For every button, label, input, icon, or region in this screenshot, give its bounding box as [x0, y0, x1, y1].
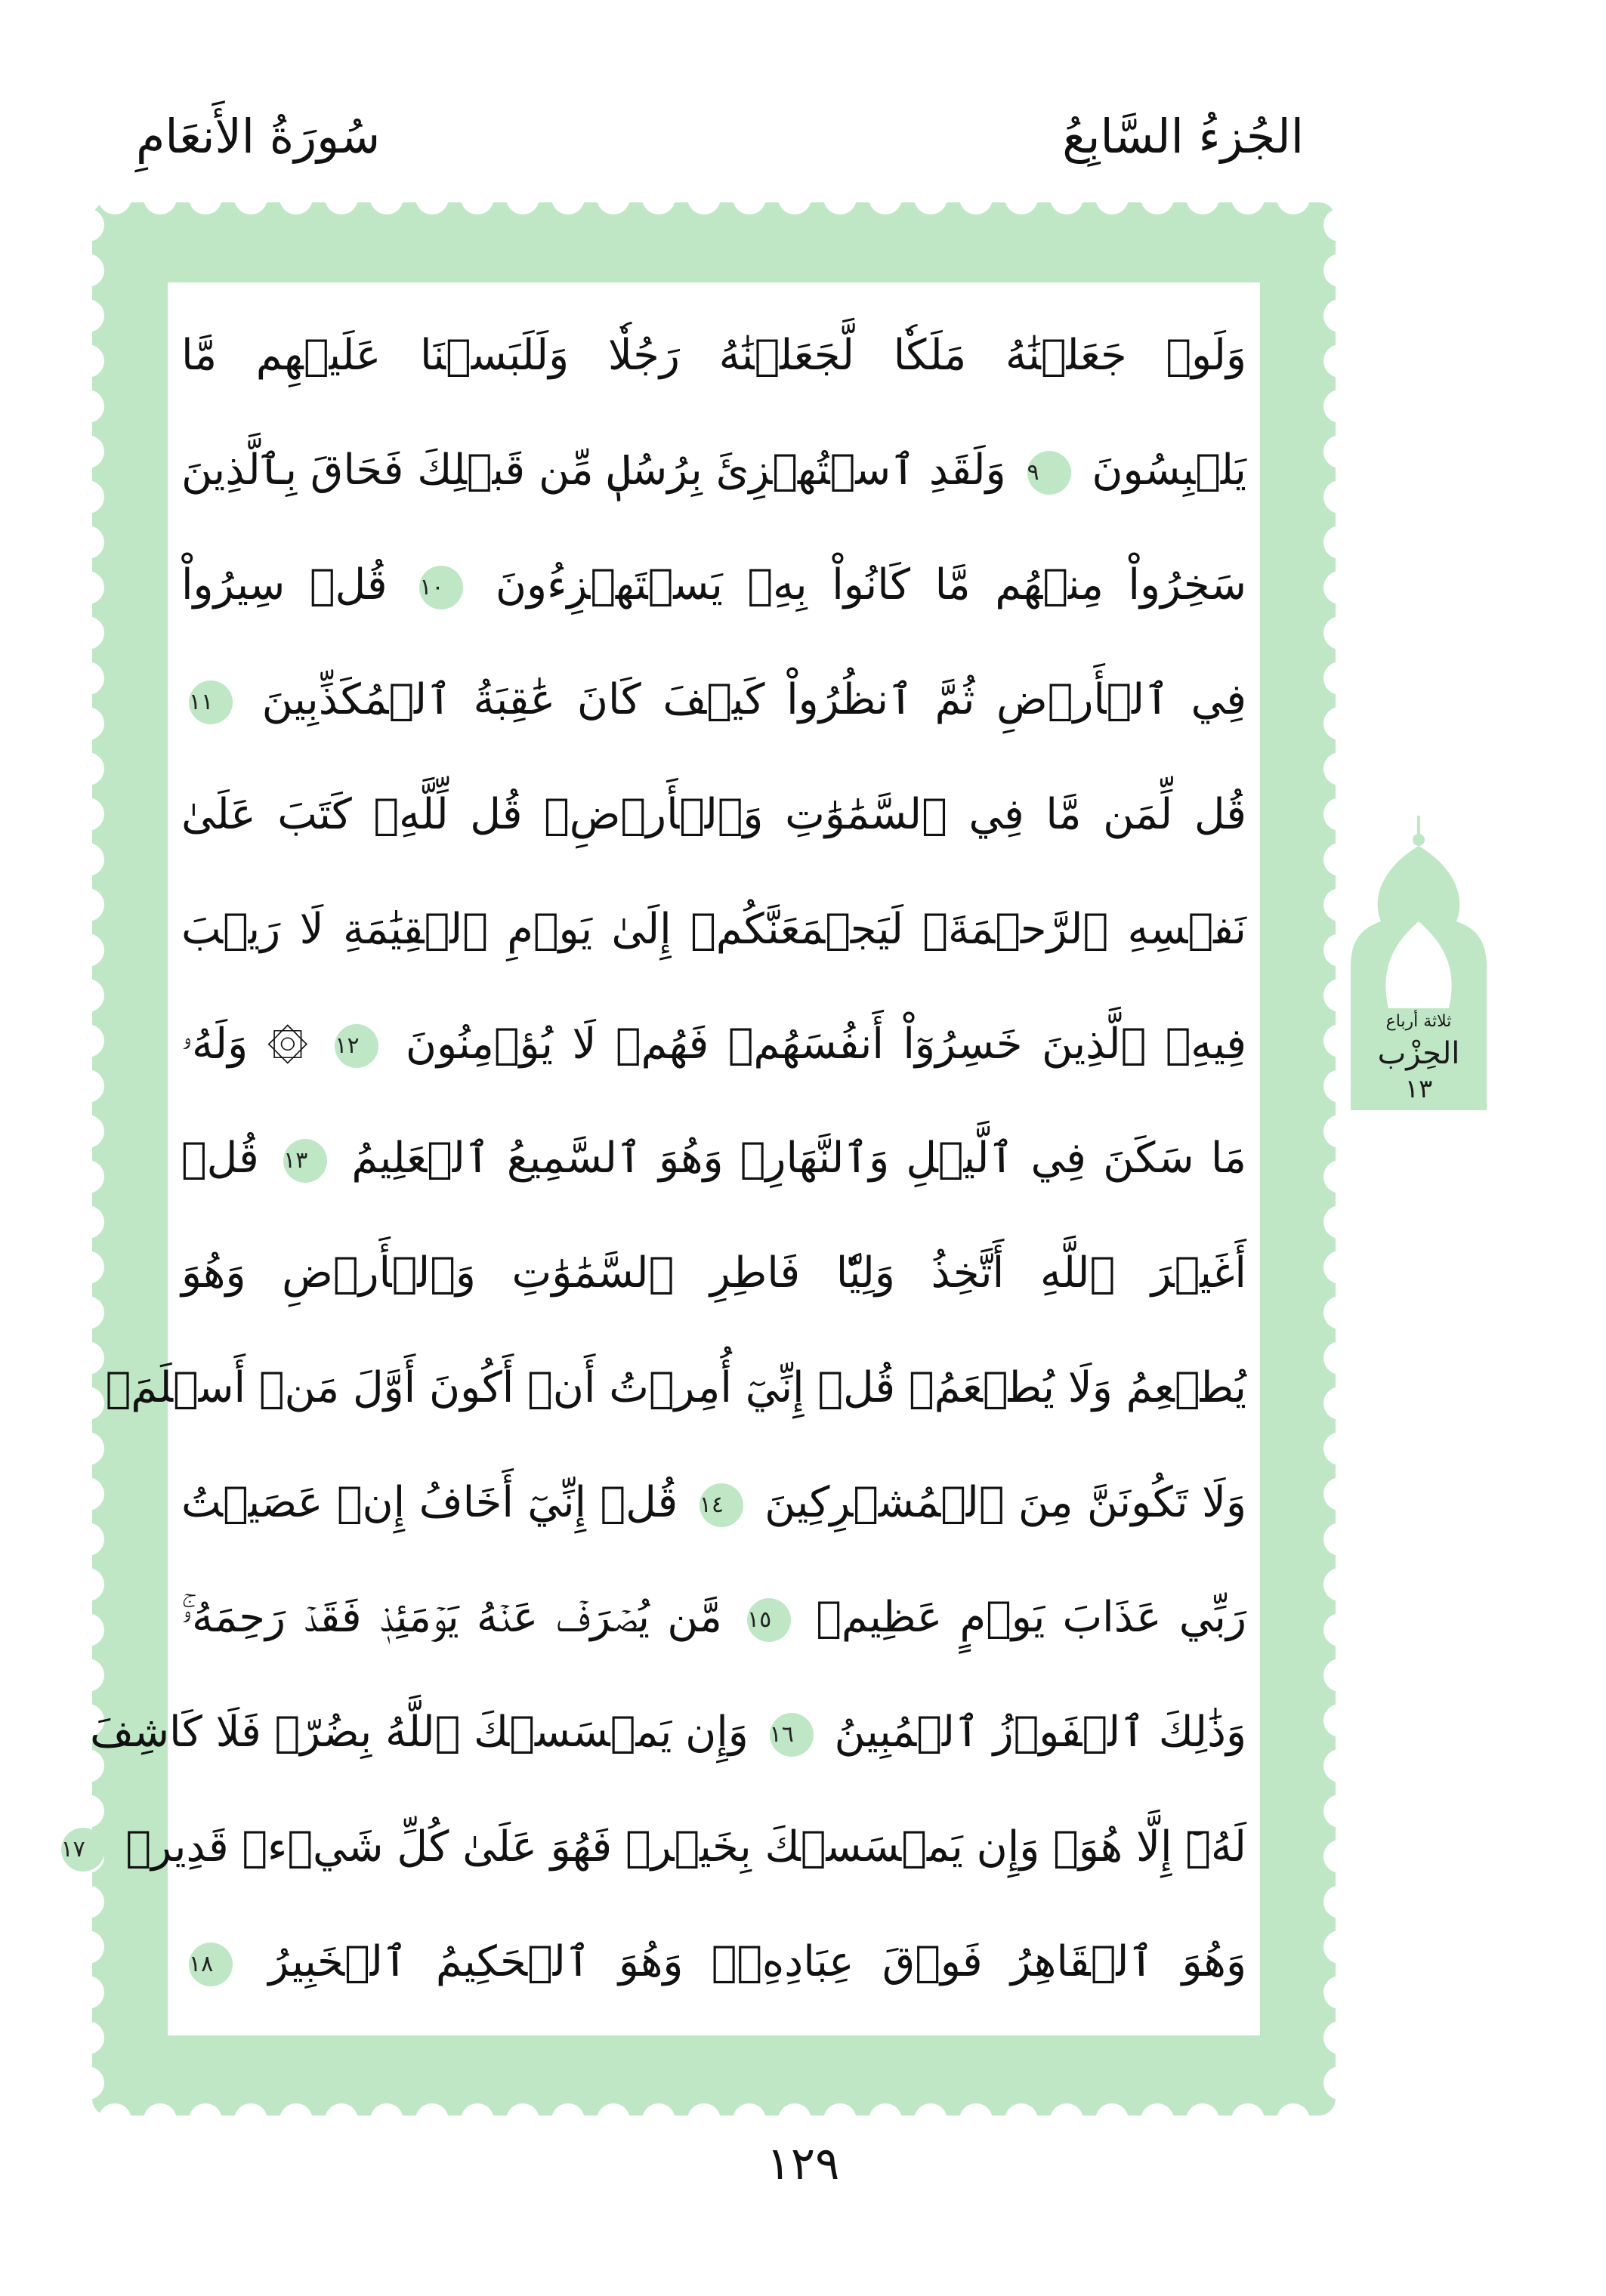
scallop: [71, 344, 104, 378]
scallop: [1050, 181, 1083, 214]
scallop: [506, 2103, 539, 2137]
scallop: [189, 2103, 222, 2137]
verse-text: وَلَوۡ جَعَلۡنَٰهُ مَلَكٗا لَّجَعَلۡنَٰهُ رَجُلٗا وَلَلَبَسۡنَا عَلَيۡهِم مَّا: [181, 331, 1246, 380]
verse-line: [181, 1229, 1246, 1318]
verse-text: وَإِن يَمۡسَسۡكَ ٱللَّهُ بِضُرّٖ فَلَا كَاشِفَ: [90, 1708, 749, 1757]
scallop: [71, 1568, 104, 1601]
scallop: [1277, 181, 1310, 214]
scallop: [71, 208, 104, 242]
scallop: [1231, 2103, 1265, 2137]
hizb-fraction: ثلاثة أرباع: [1385, 1012, 1452, 1031]
scallop: [71, 1024, 104, 1057]
verse-text: نَفۡسِهِ ٱلرَّحۡمَةَۚ لَيَجۡمَعَنَّكُمۡ إِلَىٰ يَوۡمِ ٱلۡقِيَٰمَةِ لَا رَيۡبَ: [181, 904, 1246, 954]
scallop: [959, 181, 993, 214]
scallop: [1323, 1432, 1357, 1465]
verse-text: يَلۡبِسُونَ: [1092, 445, 1246, 495]
verse-lines: [60, 311, 1246, 2007]
ayah-number-marker: ١٨: [189, 1943, 233, 1986]
scallop: [71, 798, 104, 831]
scallop: [1323, 1205, 1357, 1239]
verse-line: [181, 1458, 1246, 1548]
ayah-number-marker: ٩: [1027, 451, 1071, 495]
scallop: [1005, 181, 1038, 214]
scallop: [71, 299, 104, 332]
scallop: [1323, 435, 1357, 468]
scallop: [71, 1613, 104, 1646]
scallop: [1323, 1930, 1357, 1964]
scallop: [1323, 1613, 1357, 1646]
verse-text: مَّن يُصۡرَفۡ عَنۡهُ يَوۡمَئِذٖ فَقَدۡ رَحِمَهُۥۚ: [181, 1593, 722, 1643]
scallop: [71, 1069, 104, 1103]
scallop: [869, 181, 902, 214]
ayah-number-marker: ١٤: [700, 1483, 743, 1527]
scallop: [71, 1341, 104, 1375]
scallop: [71, 707, 104, 740]
scallop: [1323, 1749, 1357, 1782]
verse-line: [60, 1803, 1246, 1892]
scallop: [71, 1387, 104, 1420]
scallop: [1323, 1568, 1357, 1601]
scallop: [71, 254, 104, 287]
scallop: [71, 1659, 104, 1692]
scallop: [71, 979, 104, 1012]
verse-text: مَا سَكَنَ فِي ٱلَّيۡلِ وَٱلنَّهَارِۚ وَهُوَ ٱلسَّمِيعُ ٱلۡعَلِيمُ: [351, 1134, 1246, 1183]
scallop: [1323, 254, 1357, 287]
scallop: [1095, 181, 1129, 214]
scallop: [71, 1477, 104, 1511]
scallop: [869, 2103, 902, 2137]
scallop: [71, 1976, 104, 2009]
scallop: [1323, 1251, 1357, 1284]
juz-title: الجُزءُ السَّابِعُ: [1062, 109, 1304, 164]
scallop: [71, 2021, 104, 2054]
scallop: [1005, 2103, 1038, 2137]
scallop: [1141, 181, 1174, 214]
scallop: [1323, 1840, 1357, 1873]
scallop: [687, 2103, 721, 2137]
hizb-number: ١٣: [1404, 1074, 1433, 1104]
scallop: [1323, 2066, 1357, 2100]
verse-text: فِي ٱلۡأَرۡضِ ثُمَّ ٱنظُرُواْ كَيۡفَ كَانَ عَٰقِبَةُ ٱلۡمُكَذِّبِينَ: [261, 674, 1246, 724]
ayah-number-marker: ١٠: [419, 566, 463, 609]
scallop: [1323, 526, 1357, 559]
verse-line: [181, 541, 1246, 630]
scallop: [71, 571, 104, 604]
scallop: [1323, 616, 1357, 650]
scallop: [71, 934, 104, 967]
verse-text: لَهُۥٓ إِلَّا هُوَۖ وَإِن يَمۡسَسۡكَ بِخَيۡرٖ فَهُوَ عَلَىٰ كُلِّ شَيۡءٖ قَدِيرٞ: [125, 1822, 1246, 1872]
verse-line: [181, 1000, 1246, 1089]
verse-text: ۞ وَلَهُۥ: [181, 1019, 308, 1069]
scallop: [733, 2103, 766, 2137]
scallop: [71, 435, 104, 468]
scallop: [1323, 1160, 1357, 1193]
scallop: [1323, 1795, 1357, 1828]
scallop: [687, 181, 721, 214]
text-panel: [60, 282, 1260, 2035]
scallop: [1231, 181, 1265, 214]
scallop: [234, 181, 267, 214]
verse-line: [105, 1344, 1246, 1433]
scallop: [71, 752, 104, 785]
hizb-label: الحِزْب: [1377, 1036, 1460, 1071]
scallop: [71, 1432, 104, 1465]
scallop: [1323, 1523, 1357, 1556]
scallop: [71, 526, 104, 559]
scallop: [71, 1160, 104, 1193]
verse-text: أَغَيۡرَ ٱللَّهِ أَتَّخِذُ وَلِيّٗا فَاطِرِ ٱلسَّمَٰوَٰتِ وَٱلۡأَرۡضِ وَهُوَ: [181, 1248, 1246, 1298]
scallop: [415, 181, 449, 214]
scallop: [71, 888, 104, 921]
scallop: [280, 181, 313, 214]
scallop: [370, 181, 403, 214]
verse-line: [181, 1918, 1246, 2007]
scallop: [71, 2066, 104, 2100]
scallop: [823, 2103, 857, 2137]
verse-text: وَهُوَ ٱلۡقَاهِرُ فَوۡقَ عِبَادِهِۦۚ وَهُوَ ٱلۡحَكِيمُ ٱلۡخَبِيرُ: [268, 1936, 1246, 1986]
scallop: [1323, 2021, 1357, 2054]
scallop: [1323, 1885, 1357, 1918]
scallop: [778, 181, 811, 214]
ayah-number-marker: ١٢: [335, 1024, 378, 1068]
scallop: [1323, 390, 1357, 423]
scallop: [1277, 2103, 1310, 2137]
scallop: [642, 2103, 675, 2137]
scallop: [1323, 208, 1357, 242]
scallop: [1323, 1976, 1357, 2009]
scallop: [914, 181, 947, 214]
page-number: ١٢٩: [766, 2137, 840, 2190]
verse-line: [181, 426, 1246, 515]
scallop: [71, 1115, 104, 1148]
scallop: [71, 1296, 104, 1329]
ayah-number-marker: ١٧: [61, 1828, 105, 1872]
scallop: [71, 480, 104, 514]
scallop: [98, 2103, 131, 2137]
scallop: [1323, 707, 1357, 740]
scallop: [551, 2103, 585, 2137]
scallop: [823, 181, 857, 214]
verse-text: يُطۡعِمُ وَلَا يُطۡعَمُۗ قُلۡ إِنِّيٓ أُمِرۡتُ أَنۡ أَكُونَ أَوَّلَ مَنۡ أَسۡلَمَۖ: [105, 1363, 1246, 1413]
scallop: [1050, 2103, 1083, 2137]
verse-line: [181, 770, 1246, 859]
scallop: [71, 1930, 104, 1964]
scallop: [1186, 2103, 1219, 2137]
scallop: [234, 2103, 267, 2137]
scallop: [1323, 662, 1357, 695]
scallop: [1323, 344, 1357, 378]
scallop: [71, 1523, 104, 1556]
scallop: [1323, 1296, 1357, 1329]
verse-text: قُل لِّمَن مَّا فِي ٱلسَّمَٰوَٰتِ وَٱلۡأَرۡضِۖ قُل لِّلَّهِۚ كَتَبَ عَلَىٰ: [181, 789, 1246, 839]
verse-text: فِيهِۚ ٱلَّذِينَ خَسِرُوٓاْ أَنفُسَهُمۡ فَهُمۡ لَا يُؤۡمِنُونَ: [405, 1019, 1246, 1069]
verse-text: قُلۡ: [181, 1134, 259, 1183]
verse-text: وَلَقَدِ ٱسۡتُهۡزِئَ بِرُسُلٖ مِّن قَبۡلِكَ فَحَاقَ بِٱلَّذِينَ: [181, 445, 1006, 495]
hizb-marker: [1351, 816, 1487, 1110]
verse-line: [181, 311, 1246, 400]
verse-text: رَبِّي عَذَابَ يَوۡمٍ عَظِيمٖ: [816, 1593, 1246, 1643]
scallop: [1323, 1387, 1357, 1420]
scallop: [71, 843, 104, 876]
scallop: [71, 1205, 104, 1239]
scallop: [144, 2103, 177, 2137]
scallop: [1323, 1341, 1357, 1375]
scallop: [1323, 1659, 1357, 1692]
scallop: [1323, 1704, 1357, 1737]
scallop: [1323, 1477, 1357, 1511]
ayah-number-marker: ١٥: [747, 1598, 791, 1642]
scallop: [597, 181, 630, 214]
scallop: [189, 181, 222, 214]
scallop: [1095, 2103, 1129, 2137]
scallop: [597, 2103, 630, 2137]
verse-line: [90, 1688, 1246, 1777]
scallop: [325, 181, 358, 214]
scallop: [461, 2103, 494, 2137]
scallop: [280, 2103, 313, 2137]
verse-text: وَلَا تَكُونَنَّ مِنَ ٱلۡمُشۡرِكِينَ: [764, 1478, 1246, 1528]
scallop: [551, 181, 585, 214]
verse-text: سَخِرُواْ مِنۡهُم مَّا كَانُواْ بِهِۦ يَسۡتَهۡزِءُونَ: [495, 560, 1246, 609]
scallop: [144, 181, 177, 214]
scallop: [415, 2103, 449, 2137]
scallop: [71, 662, 104, 695]
page-frame: [60, 202, 1336, 2115]
scallop: [733, 181, 766, 214]
scallop: [325, 2103, 358, 2137]
scallop: [71, 616, 104, 650]
verse-line: [181, 885, 1246, 974]
ayah-number-marker: ١٣: [283, 1139, 327, 1183]
scallop: [914, 2103, 947, 2137]
verse-text: قُلۡ سِيرُواْ: [181, 560, 388, 609]
ayah-number-marker: ١٦: [770, 1713, 814, 1757]
scallop: [98, 181, 131, 214]
scallop: [778, 2103, 811, 2137]
scallop: [1323, 480, 1357, 514]
scallop: [370, 2103, 403, 2137]
scallop: [1323, 752, 1357, 785]
scallop: [1323, 571, 1357, 604]
verse-text: وَذَٰلِكَ ٱلۡفَوۡزُ ٱلۡمُبِينُ: [834, 1708, 1246, 1757]
scallop: [1141, 2103, 1174, 2137]
verse-text: قُلۡ إِنِّيٓ أَخَافُ إِنۡ عَصَيۡتُ: [181, 1478, 678, 1528]
scallop: [1186, 181, 1219, 214]
verse-line: [181, 1114, 1246, 1203]
scallop: [1323, 1115, 1357, 1148]
ayah-number-marker: ١١: [189, 680, 233, 724]
scallop: [71, 390, 104, 423]
scallop: [506, 181, 539, 214]
scallop: [1323, 299, 1357, 332]
surah-title: سُورَةُ الأَنعَامِ: [136, 109, 381, 164]
scallop: [71, 1251, 104, 1284]
scallop: [642, 181, 675, 214]
verse-line: [181, 1573, 1246, 1662]
scallop: [461, 181, 494, 214]
verse-line: [181, 656, 1246, 745]
scallop: [959, 2103, 993, 2137]
